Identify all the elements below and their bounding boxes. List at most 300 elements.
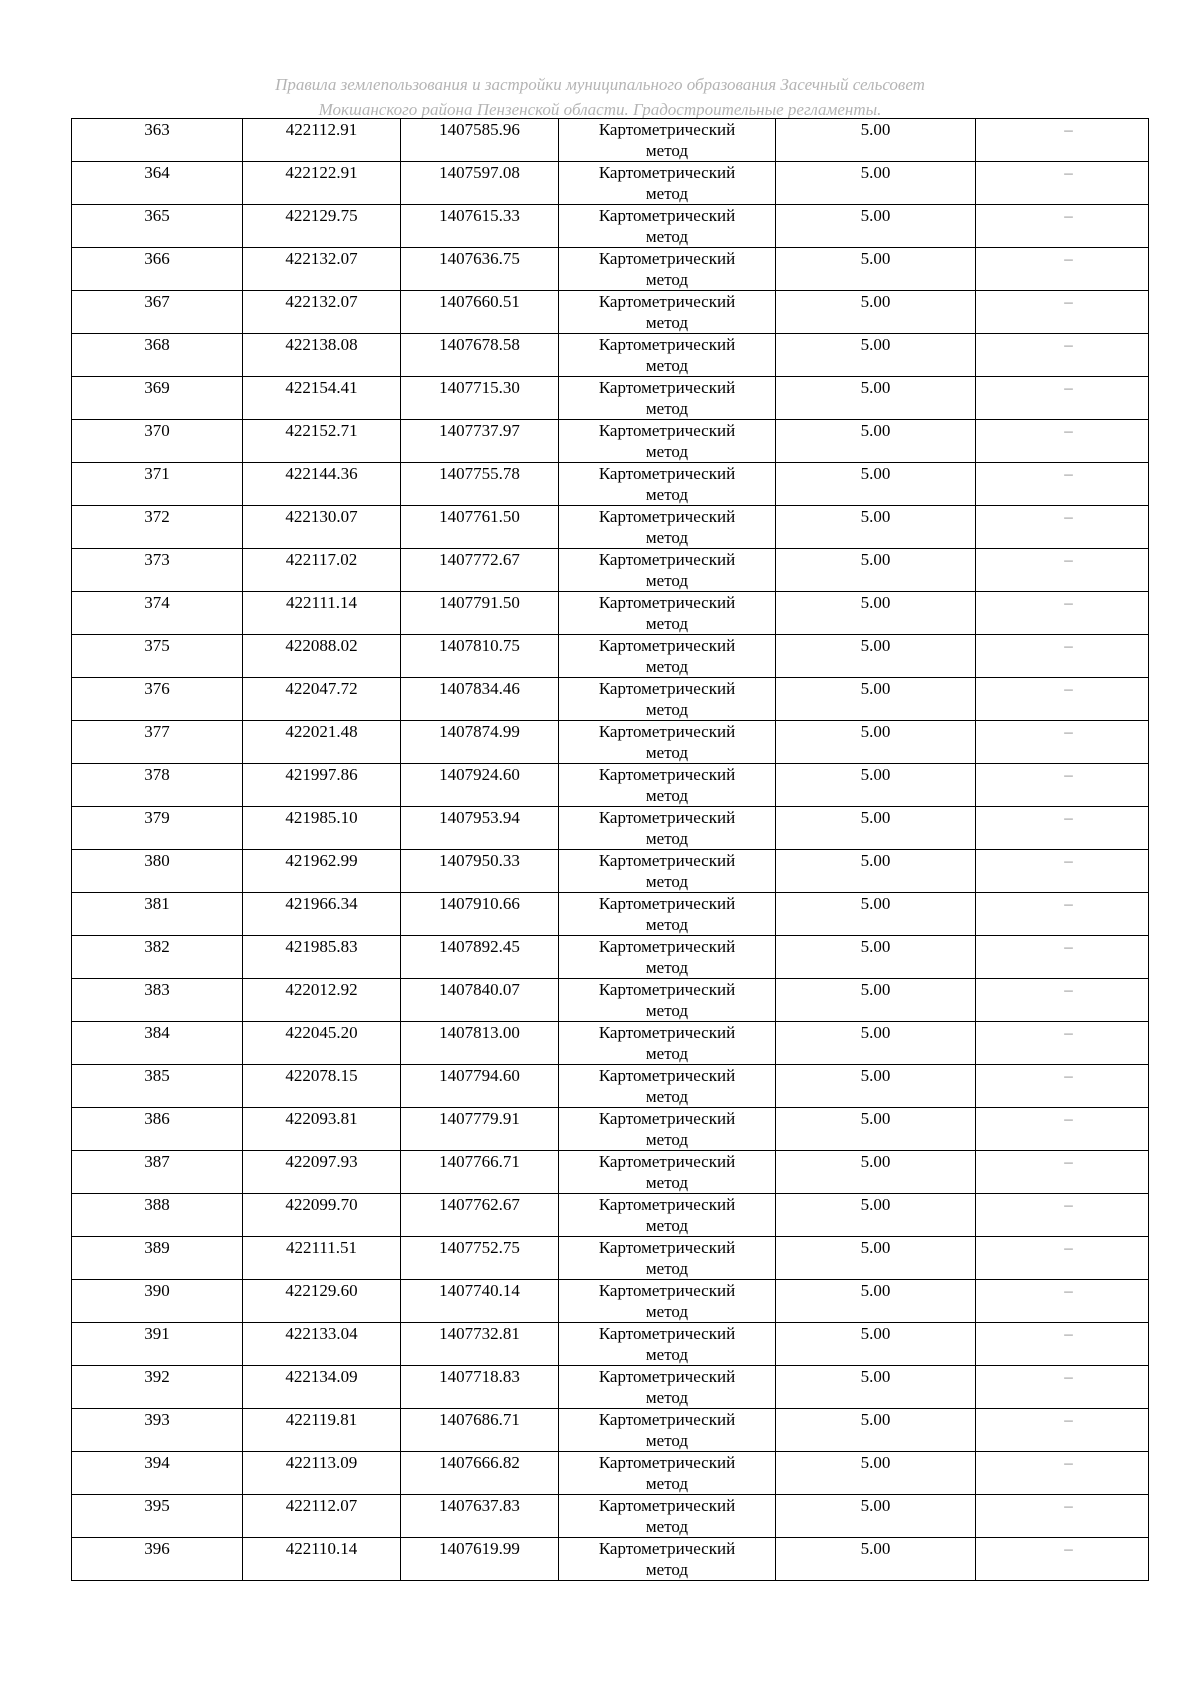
point-number-cell: 369 bbox=[72, 377, 243, 420]
x-coordinate-cell: 422088.02 bbox=[243, 635, 401, 678]
description-cell: – bbox=[976, 248, 1149, 291]
y-coordinate-cell: 1407810.75 bbox=[401, 635, 559, 678]
point-number-cell: 392 bbox=[72, 1366, 243, 1409]
accuracy-cell: 5.00 bbox=[776, 1108, 976, 1151]
y-coordinate-cell: 1407813.00 bbox=[401, 1022, 559, 1065]
point-number-cell: 365 bbox=[72, 205, 243, 248]
y-coordinate-cell: 1407910.66 bbox=[401, 893, 559, 936]
method-line-2: метод bbox=[645, 571, 689, 590]
description-cell: – bbox=[976, 893, 1149, 936]
method-line-2: метод bbox=[645, 270, 689, 289]
point-number-cell: 387 bbox=[72, 1151, 243, 1194]
accuracy-cell: 5.00 bbox=[776, 635, 976, 678]
y-coordinate-cell: 1407637.83 bbox=[401, 1495, 559, 1538]
accuracy-cell: 5.00 bbox=[776, 334, 976, 377]
y-coordinate-cell: 1407615.33 bbox=[401, 205, 559, 248]
description-cell: – bbox=[976, 549, 1149, 592]
x-coordinate-cell: 422117.02 bbox=[243, 549, 401, 592]
method-cell bbox=[559, 764, 776, 807]
description-cell: – bbox=[976, 334, 1149, 377]
table-row bbox=[72, 1409, 1149, 1452]
method-line-1: Картометрический bbox=[598, 851, 736, 870]
method-line-1: Картометрический bbox=[598, 550, 736, 569]
method-cell bbox=[559, 162, 776, 205]
description-cell: – bbox=[976, 119, 1149, 162]
method-cell bbox=[559, 1108, 776, 1151]
y-coordinate-cell: 1407892.45 bbox=[401, 936, 559, 979]
method-line-1: Картометрический bbox=[598, 593, 736, 612]
description-cell: – bbox=[976, 979, 1149, 1022]
point-number-cell: 389 bbox=[72, 1237, 243, 1280]
method-line-2: метод bbox=[645, 442, 689, 461]
accuracy-cell: 5.00 bbox=[776, 678, 976, 721]
x-coordinate-cell: 422119.81 bbox=[243, 1409, 401, 1452]
description-cell: – bbox=[976, 377, 1149, 420]
accuracy-cell: 5.00 bbox=[776, 506, 976, 549]
x-coordinate-cell: 422045.20 bbox=[243, 1022, 401, 1065]
method-cell bbox=[559, 1538, 776, 1581]
method-line-2: метод bbox=[645, 356, 689, 375]
x-coordinate-cell: 422132.07 bbox=[243, 291, 401, 334]
point-number-cell: 380 bbox=[72, 850, 243, 893]
method-line-1: Картометрический bbox=[598, 1023, 736, 1042]
description-cell: – bbox=[976, 420, 1149, 463]
point-number-cell: 386 bbox=[72, 1108, 243, 1151]
method-cell bbox=[559, 1237, 776, 1280]
point-number-cell: 373 bbox=[72, 549, 243, 592]
x-coordinate-cell: 422097.93 bbox=[243, 1151, 401, 1194]
accuracy-cell: 5.00 bbox=[776, 248, 976, 291]
method-line-2: метод bbox=[645, 1044, 689, 1063]
table-row bbox=[72, 334, 1149, 377]
accuracy-cell: 5.00 bbox=[776, 893, 976, 936]
method-line-1: Картометрический bbox=[598, 249, 736, 268]
point-number-cell: 367 bbox=[72, 291, 243, 334]
accuracy-cell: 5.00 bbox=[776, 807, 976, 850]
description-cell: – bbox=[976, 764, 1149, 807]
y-coordinate-cell: 1407762.67 bbox=[401, 1194, 559, 1237]
method-line-1: Картометрический bbox=[598, 894, 736, 913]
y-coordinate-cell: 1407619.99 bbox=[401, 1538, 559, 1581]
description-cell: – bbox=[976, 463, 1149, 506]
method-cell bbox=[559, 1323, 776, 1366]
method-line-1: Картометрический bbox=[598, 1281, 736, 1300]
method-cell bbox=[559, 678, 776, 721]
description-cell: – bbox=[976, 1409, 1149, 1452]
method-line-1: Картометрический bbox=[598, 206, 736, 225]
description-cell: – bbox=[976, 721, 1149, 764]
table-row bbox=[72, 1280, 1149, 1323]
x-coordinate-cell: 421962.99 bbox=[243, 850, 401, 893]
accuracy-cell: 5.00 bbox=[776, 1495, 976, 1538]
table-row bbox=[72, 1538, 1149, 1581]
header-line-1: Правила землепользования и застройки муниципального образования Засечный сельсовет bbox=[275, 75, 925, 94]
point-number-cell: 394 bbox=[72, 1452, 243, 1495]
point-number-cell: 368 bbox=[72, 334, 243, 377]
method-cell bbox=[559, 334, 776, 377]
x-coordinate-cell: 422152.71 bbox=[243, 420, 401, 463]
method-line-2: метод bbox=[645, 1302, 689, 1321]
coordinates-table-body bbox=[72, 119, 1149, 1581]
method-line-1: Картометрический bbox=[598, 636, 736, 655]
method-line-2: метод bbox=[645, 1474, 689, 1493]
method-line-2: метод bbox=[645, 1001, 689, 1020]
y-coordinate-cell: 1407737.97 bbox=[401, 420, 559, 463]
method-cell bbox=[559, 1280, 776, 1323]
x-coordinate-cell: 422134.09 bbox=[243, 1366, 401, 1409]
point-number-cell: 376 bbox=[72, 678, 243, 721]
accuracy-cell: 5.00 bbox=[776, 1323, 976, 1366]
method-line-2: метод bbox=[645, 786, 689, 805]
table-row bbox=[72, 1151, 1149, 1194]
accuracy-cell: 5.00 bbox=[776, 979, 976, 1022]
method-line-2: метод bbox=[645, 872, 689, 891]
point-number-cell: 371 bbox=[72, 463, 243, 506]
point-number-cell: 396 bbox=[72, 1538, 243, 1581]
method-line-1: Картометрический bbox=[598, 292, 736, 311]
y-coordinate-cell: 1407766.71 bbox=[401, 1151, 559, 1194]
y-coordinate-cell: 1407779.91 bbox=[401, 1108, 559, 1151]
method-line-2: метод bbox=[645, 141, 689, 160]
table-row bbox=[72, 764, 1149, 807]
point-number-cell: 372 bbox=[72, 506, 243, 549]
method-line-2: метод bbox=[645, 743, 689, 762]
accuracy-cell: 5.00 bbox=[776, 850, 976, 893]
x-coordinate-cell: 422110.14 bbox=[243, 1538, 401, 1581]
accuracy-cell: 5.00 bbox=[776, 1280, 976, 1323]
point-number-cell: 375 bbox=[72, 635, 243, 678]
y-coordinate-cell: 1407953.94 bbox=[401, 807, 559, 850]
y-coordinate-cell: 1407874.99 bbox=[401, 721, 559, 764]
y-coordinate-cell: 1407686.71 bbox=[401, 1409, 559, 1452]
method-cell bbox=[559, 377, 776, 420]
method-line-2: метод bbox=[645, 313, 689, 332]
method-line-2: метод bbox=[645, 1173, 689, 1192]
method-line-1: Картометрический bbox=[598, 507, 736, 526]
table-row bbox=[72, 248, 1149, 291]
x-coordinate-cell: 422122.91 bbox=[243, 162, 401, 205]
method-line-2: метод bbox=[645, 528, 689, 547]
method-cell bbox=[559, 592, 776, 635]
table-row bbox=[72, 850, 1149, 893]
method-cell bbox=[559, 463, 776, 506]
point-number-cell: 388 bbox=[72, 1194, 243, 1237]
method-cell bbox=[559, 248, 776, 291]
method-line-1: Картометрический bbox=[598, 722, 736, 741]
x-coordinate-cell: 422021.48 bbox=[243, 721, 401, 764]
method-line-1: Картометрический bbox=[598, 1152, 736, 1171]
table-row bbox=[72, 506, 1149, 549]
table-row bbox=[72, 936, 1149, 979]
method-cell bbox=[559, 1409, 776, 1452]
table-row bbox=[72, 1323, 1149, 1366]
accuracy-cell: 5.00 bbox=[776, 463, 976, 506]
method-line-1: Картометрический bbox=[598, 1109, 736, 1128]
accuracy-cell: 5.00 bbox=[776, 1452, 976, 1495]
method-cell bbox=[559, 1452, 776, 1495]
table-row bbox=[72, 119, 1149, 162]
x-coordinate-cell: 421985.83 bbox=[243, 936, 401, 979]
method-line-1: Картометрический bbox=[598, 808, 736, 827]
x-coordinate-cell: 422130.07 bbox=[243, 506, 401, 549]
table-row bbox=[72, 678, 1149, 721]
accuracy-cell: 5.00 bbox=[776, 1366, 976, 1409]
method-cell bbox=[559, 1495, 776, 1538]
accuracy-cell: 5.00 bbox=[776, 1194, 976, 1237]
method-line-2: метод bbox=[645, 958, 689, 977]
table-row bbox=[72, 162, 1149, 205]
y-coordinate-cell: 1407585.96 bbox=[401, 119, 559, 162]
point-number-cell: 384 bbox=[72, 1022, 243, 1065]
method-line-1: Картометрический bbox=[598, 1324, 736, 1343]
x-coordinate-cell: 421985.10 bbox=[243, 807, 401, 850]
description-cell: – bbox=[976, 635, 1149, 678]
accuracy-cell: 5.00 bbox=[776, 119, 976, 162]
point-number-cell: 370 bbox=[72, 420, 243, 463]
table-row bbox=[72, 1237, 1149, 1280]
method-cell bbox=[559, 205, 776, 248]
table-row bbox=[72, 291, 1149, 334]
x-coordinate-cell: 422132.07 bbox=[243, 248, 401, 291]
y-coordinate-cell: 1407794.60 bbox=[401, 1065, 559, 1108]
table-row bbox=[72, 205, 1149, 248]
method-line-1: Картометрический bbox=[598, 980, 736, 999]
method-line-2: метод bbox=[645, 227, 689, 246]
method-cell bbox=[559, 893, 776, 936]
accuracy-cell: 5.00 bbox=[776, 205, 976, 248]
method-line-1: Картометрический bbox=[598, 1066, 736, 1085]
accuracy-cell: 5.00 bbox=[776, 549, 976, 592]
method-line-1: Картометрический bbox=[598, 464, 736, 483]
y-coordinate-cell: 1407660.51 bbox=[401, 291, 559, 334]
point-number-cell: 377 bbox=[72, 721, 243, 764]
method-line-1: Картометрический bbox=[598, 1410, 736, 1429]
point-number-cell: 385 bbox=[72, 1065, 243, 1108]
table-row bbox=[72, 420, 1149, 463]
y-coordinate-cell: 1407791.50 bbox=[401, 592, 559, 635]
method-line-2: метод bbox=[645, 700, 689, 719]
x-coordinate-cell: 422133.04 bbox=[243, 1323, 401, 1366]
point-number-cell: 366 bbox=[72, 248, 243, 291]
header-line-2: Мокшанского района Пензенской области. Градостроительные регламенты. bbox=[318, 100, 882, 119]
method-cell bbox=[559, 850, 776, 893]
x-coordinate-cell: 422099.70 bbox=[243, 1194, 401, 1237]
description-cell: – bbox=[976, 1151, 1149, 1194]
accuracy-cell: 5.00 bbox=[776, 721, 976, 764]
method-cell bbox=[559, 420, 776, 463]
x-coordinate-cell: 422111.14 bbox=[243, 592, 401, 635]
method-line-1: Картометрический bbox=[598, 421, 736, 440]
description-cell: – bbox=[976, 1022, 1149, 1065]
x-coordinate-cell: 422112.07 bbox=[243, 1495, 401, 1538]
description-cell: – bbox=[976, 850, 1149, 893]
method-line-1: Картометрический bbox=[598, 1367, 736, 1386]
table-row bbox=[72, 1065, 1149, 1108]
method-line-1: Картометрический bbox=[598, 679, 736, 698]
method-cell bbox=[559, 721, 776, 764]
table-row bbox=[72, 463, 1149, 506]
table-row bbox=[72, 635, 1149, 678]
x-coordinate-cell: 422112.91 bbox=[243, 119, 401, 162]
description-cell: – bbox=[976, 1495, 1149, 1538]
method-line-1: Картометрический bbox=[598, 163, 736, 182]
description-cell: – bbox=[976, 506, 1149, 549]
description-cell: – bbox=[976, 162, 1149, 205]
method-cell bbox=[559, 1022, 776, 1065]
x-coordinate-cell: 421966.34 bbox=[243, 893, 401, 936]
table-row bbox=[72, 549, 1149, 592]
table-row bbox=[72, 1366, 1149, 1409]
point-number-cell: 382 bbox=[72, 936, 243, 979]
method-cell bbox=[559, 807, 776, 850]
point-number-cell: 383 bbox=[72, 979, 243, 1022]
method-line-2: метод bbox=[645, 614, 689, 633]
method-line-1: Картометрический bbox=[598, 120, 736, 139]
table-row bbox=[72, 1022, 1149, 1065]
x-coordinate-cell: 422138.08 bbox=[243, 334, 401, 377]
y-coordinate-cell: 1407924.60 bbox=[401, 764, 559, 807]
x-coordinate-cell: 422078.15 bbox=[243, 1065, 401, 1108]
method-line-2: метод bbox=[645, 657, 689, 676]
table-row bbox=[72, 807, 1149, 850]
y-coordinate-cell: 1407752.75 bbox=[401, 1237, 559, 1280]
method-line-2: метод bbox=[645, 1431, 689, 1450]
description-cell: – bbox=[976, 678, 1149, 721]
method-cell bbox=[559, 549, 776, 592]
method-line-2: метод bbox=[645, 829, 689, 848]
method-line-2: метод bbox=[645, 1216, 689, 1235]
method-line-1: Картометрический bbox=[598, 1195, 736, 1214]
accuracy-cell: 5.00 bbox=[776, 420, 976, 463]
description-cell: – bbox=[976, 1065, 1149, 1108]
description-cell: – bbox=[976, 1280, 1149, 1323]
y-coordinate-cell: 1407597.08 bbox=[401, 162, 559, 205]
method-line-1: Картометрический bbox=[598, 1539, 736, 1558]
method-cell bbox=[559, 635, 776, 678]
method-cell bbox=[559, 1151, 776, 1194]
method-cell bbox=[559, 1065, 776, 1108]
method-line-2: метод bbox=[645, 1560, 689, 1579]
method-cell bbox=[559, 119, 776, 162]
x-coordinate-cell: 422129.60 bbox=[243, 1280, 401, 1323]
point-number-cell: 374 bbox=[72, 592, 243, 635]
x-coordinate-cell: 422047.72 bbox=[243, 678, 401, 721]
accuracy-cell: 5.00 bbox=[776, 936, 976, 979]
y-coordinate-cell: 1407761.50 bbox=[401, 506, 559, 549]
method-line-2: метод bbox=[645, 1517, 689, 1536]
y-coordinate-cell: 1407834.46 bbox=[401, 678, 559, 721]
accuracy-cell: 5.00 bbox=[776, 1409, 976, 1452]
point-number-cell: 390 bbox=[72, 1280, 243, 1323]
y-coordinate-cell: 1407732.81 bbox=[401, 1323, 559, 1366]
description-cell: – bbox=[976, 291, 1149, 334]
method-line-1: Картометрический bbox=[598, 1453, 736, 1472]
point-number-cell: 364 bbox=[72, 162, 243, 205]
description-cell: – bbox=[976, 592, 1149, 635]
description-cell: – bbox=[976, 1323, 1149, 1366]
table-row bbox=[72, 592, 1149, 635]
table-row bbox=[72, 979, 1149, 1022]
table-row bbox=[72, 893, 1149, 936]
point-number-cell: 391 bbox=[72, 1323, 243, 1366]
method-line-2: метод bbox=[645, 399, 689, 418]
table-row bbox=[72, 721, 1149, 764]
accuracy-cell: 5.00 bbox=[776, 1151, 976, 1194]
description-cell: – bbox=[976, 205, 1149, 248]
method-cell bbox=[559, 1194, 776, 1237]
x-coordinate-cell: 422154.41 bbox=[243, 377, 401, 420]
x-coordinate-cell: 422093.81 bbox=[243, 1108, 401, 1151]
method-line-2: метод bbox=[645, 1388, 689, 1407]
method-cell bbox=[559, 1366, 776, 1409]
method-line-1: Картометрический bbox=[598, 378, 736, 397]
x-coordinate-cell: 422113.09 bbox=[243, 1452, 401, 1495]
point-number-cell: 378 bbox=[72, 764, 243, 807]
y-coordinate-cell: 1407666.82 bbox=[401, 1452, 559, 1495]
y-coordinate-cell: 1407840.07 bbox=[401, 979, 559, 1022]
y-coordinate-cell: 1407718.83 bbox=[401, 1366, 559, 1409]
table-row bbox=[72, 1452, 1149, 1495]
table-row bbox=[72, 1495, 1149, 1538]
accuracy-cell: 5.00 bbox=[776, 1022, 976, 1065]
accuracy-cell: 5.00 bbox=[776, 592, 976, 635]
accuracy-cell: 5.00 bbox=[776, 764, 976, 807]
point-number-cell: 393 bbox=[72, 1409, 243, 1452]
accuracy-cell: 5.00 bbox=[776, 1538, 976, 1581]
method-cell bbox=[559, 291, 776, 334]
method-cell bbox=[559, 936, 776, 979]
table-row bbox=[72, 1194, 1149, 1237]
description-cell: – bbox=[976, 1452, 1149, 1495]
point-number-cell: 395 bbox=[72, 1495, 243, 1538]
x-coordinate-cell: 422012.92 bbox=[243, 979, 401, 1022]
description-cell: – bbox=[976, 807, 1149, 850]
method-line-1: Картометрический bbox=[598, 765, 736, 784]
y-coordinate-cell: 1407715.30 bbox=[401, 377, 559, 420]
method-line-2: метод bbox=[645, 1087, 689, 1106]
description-cell: – bbox=[976, 1366, 1149, 1409]
description-cell: – bbox=[976, 1538, 1149, 1581]
accuracy-cell: 5.00 bbox=[776, 1237, 976, 1280]
method-line-2: метод bbox=[645, 915, 689, 934]
point-number-cell: 363 bbox=[72, 119, 243, 162]
y-coordinate-cell: 1407678.58 bbox=[401, 334, 559, 377]
method-line-2: метод bbox=[645, 1259, 689, 1278]
description-cell: – bbox=[976, 936, 1149, 979]
description-cell: – bbox=[976, 1237, 1149, 1280]
point-number-cell: 379 bbox=[72, 807, 243, 850]
table-row bbox=[72, 377, 1149, 420]
method-line-2: метод bbox=[645, 1345, 689, 1364]
x-coordinate-cell: 422144.36 bbox=[243, 463, 401, 506]
x-coordinate-cell: 422111.51 bbox=[243, 1237, 401, 1280]
y-coordinate-cell: 1407950.33 bbox=[401, 850, 559, 893]
accuracy-cell: 5.00 bbox=[776, 377, 976, 420]
method-line-2: метод bbox=[645, 184, 689, 203]
method-line-2: метод bbox=[645, 485, 689, 504]
method-line-1: Картометрический bbox=[598, 335, 736, 354]
table-row bbox=[72, 1108, 1149, 1151]
page-header bbox=[0, 72, 1200, 122]
method-line-1: Картометрический bbox=[598, 1496, 736, 1515]
description-cell: – bbox=[976, 1194, 1149, 1237]
method-line-2: метод bbox=[645, 1130, 689, 1149]
description-cell: – bbox=[976, 1108, 1149, 1151]
accuracy-cell: 5.00 bbox=[776, 1065, 976, 1108]
accuracy-cell: 5.00 bbox=[776, 162, 976, 205]
point-number-cell: 381 bbox=[72, 893, 243, 936]
y-coordinate-cell: 1407772.67 bbox=[401, 549, 559, 592]
